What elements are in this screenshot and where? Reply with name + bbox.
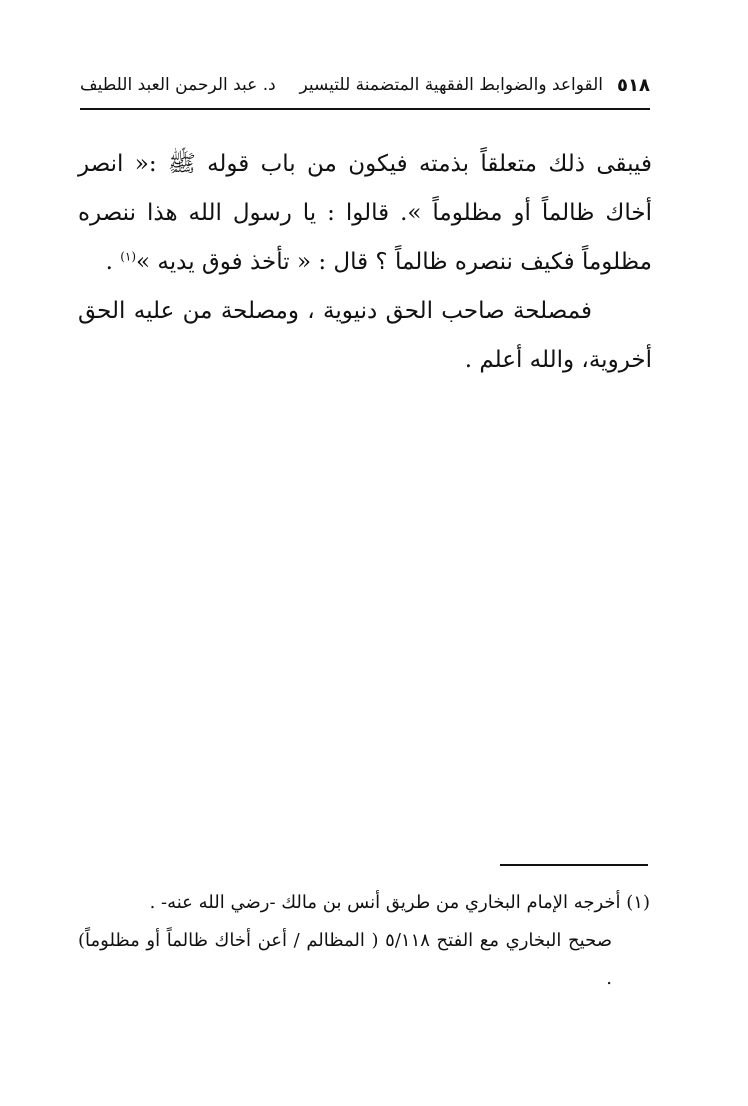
page-number: ٥١٨ xyxy=(617,74,650,96)
paragraph-text: فيبقى ذلك متعلقاً بذمته فيكون من باب قوله ﷺ :« انصر أخاك ظالماً أو مظلوماً ». قالوا : يا رسول الله هذا ننصره مظلوماً فكيف ننصره ظالماً ؟ قال : « تأخذ فوق يديه » xyxy=(78,151,652,275)
running-header xyxy=(80,68,650,102)
paragraph-end: . xyxy=(105,249,121,275)
body-paragraph xyxy=(78,140,652,287)
main-text xyxy=(78,140,652,385)
footnote-divider xyxy=(500,864,648,866)
footnotes xyxy=(78,884,650,998)
author-name: د. عبد الرحمن العبد اللطيف xyxy=(80,75,276,95)
footnote-line: صحيح البخاري مع الفتح ٥/١١٨ ( المظالم / أعن أخاك ظالماً أو مظلوماً) . xyxy=(78,930,612,989)
book-title: القواعد والضوابط الفقهية المتضمنة للتيسير xyxy=(299,75,604,95)
body-paragraph: فمصلحة صاحب الحق دنيوية ، ومصلحة من عليه الحق أخروية، والله أعلم . xyxy=(78,298,652,373)
footnote-reference: (١) xyxy=(120,249,137,264)
header-divider xyxy=(80,108,650,110)
footnote-line: (١) أخرجه الإمام البخاري من طريق أنس بن مالك -رضي الله عنه- . xyxy=(149,892,650,913)
